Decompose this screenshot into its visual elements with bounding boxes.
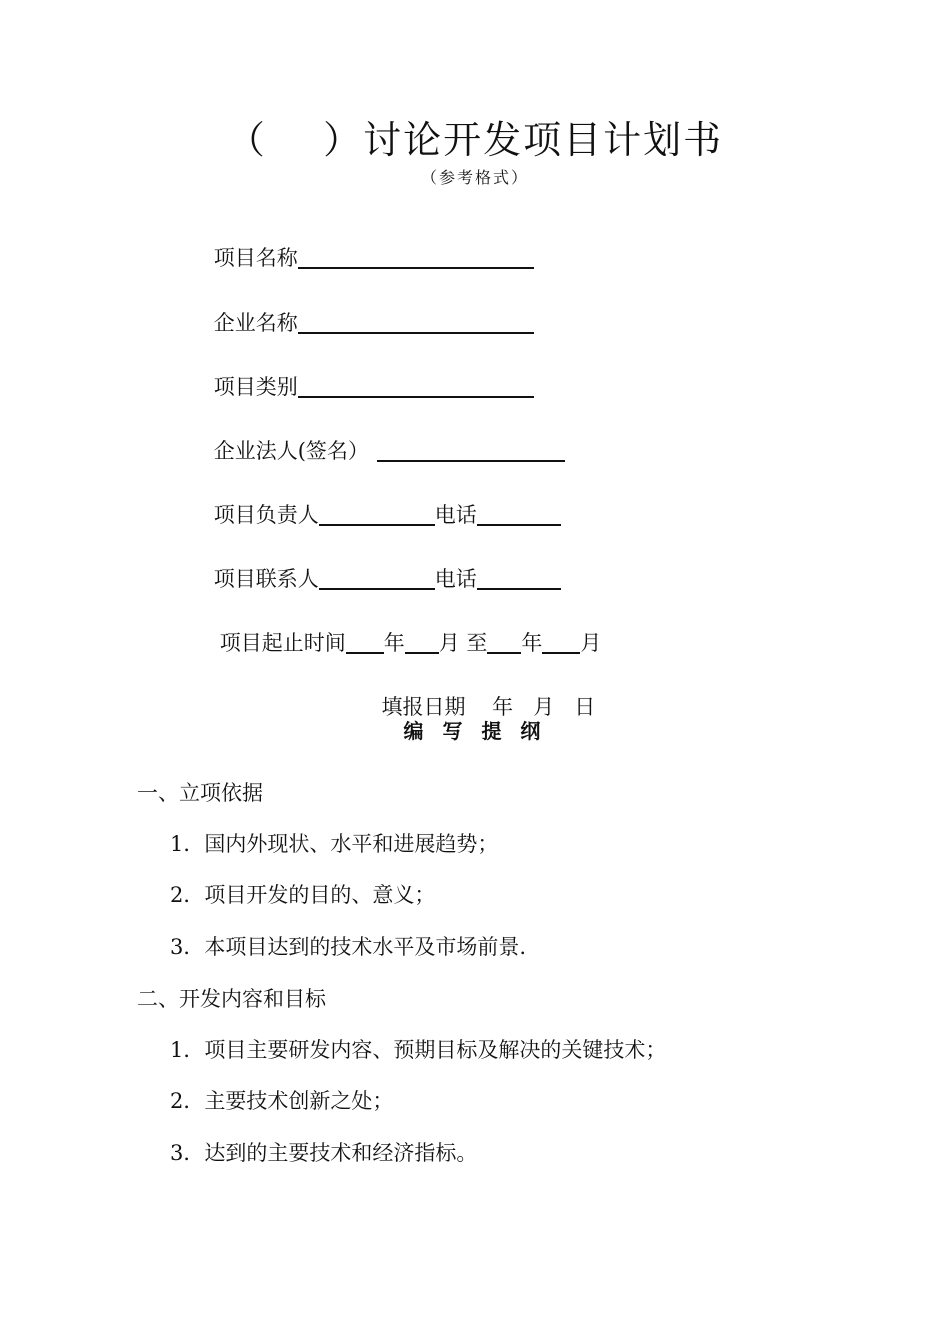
- fill-blank: [298, 245, 534, 269]
- field-label: 项目联系人: [213, 567, 319, 591]
- to-label: 至: [466, 631, 488, 655]
- fill-blank: [477, 502, 561, 526]
- fill-date-year: 年: [492, 695, 514, 719]
- outline-heading: 编 写 提 纲: [403, 719, 547, 743]
- list-item: 2．主要技术创新之处；: [170, 1089, 394, 1113]
- fill-date-day: 日: [574, 695, 596, 719]
- document-subtitle: （参考格式）: [420, 168, 529, 187]
- list-item: 2．项目开发的目的、意义；: [170, 883, 436, 907]
- fill-blank: [405, 630, 439, 654]
- field-label: 项目起止时间: [219, 631, 346, 655]
- phone-label: 电话: [434, 567, 477, 591]
- list-item: 1．国内外现状、水平和进展趋势；: [170, 832, 499, 856]
- year-label: 年: [383, 631, 405, 655]
- field-label: 项目负责人: [213, 503, 319, 527]
- fill-blank: [319, 502, 435, 526]
- field-label: 项目类别: [213, 375, 298, 399]
- month-label: 月: [580, 631, 602, 655]
- fill-blank: [487, 630, 521, 654]
- phone-label: 电话: [434, 503, 477, 527]
- fill-blank: [377, 438, 565, 462]
- month-label: 月: [438, 631, 460, 655]
- section-heading: 一、立项依据: [137, 781, 263, 805]
- document-title: （ ）讨论开发项目计划书: [226, 118, 724, 162]
- fill-date-label: 填报日期: [381, 695, 466, 719]
- list-item: 3．本项目达到的技术水平及市场前景.: [170, 935, 527, 959]
- year-label: 年: [521, 631, 543, 655]
- field-label: 项目名称: [213, 246, 298, 270]
- fill-blank: [542, 630, 580, 654]
- field-label: 企业法人(签名）: [213, 439, 369, 463]
- fill-blank: [477, 566, 561, 590]
- list-item: 3．达到的主要技术和经济指标。: [170, 1141, 478, 1165]
- fill-blank: [298, 374, 534, 398]
- fill-blank: [319, 566, 435, 590]
- fill-blank: [346, 630, 384, 654]
- fill-blank: [298, 310, 534, 334]
- field-label: 企业名称: [213, 311, 298, 335]
- section-heading: 二、开发内容和目标: [137, 987, 326, 1011]
- fill-date-month: 月: [533, 695, 555, 719]
- list-item: 1．项目主要研发内容、预期目标及解决的关键技术；: [170, 1038, 667, 1062]
